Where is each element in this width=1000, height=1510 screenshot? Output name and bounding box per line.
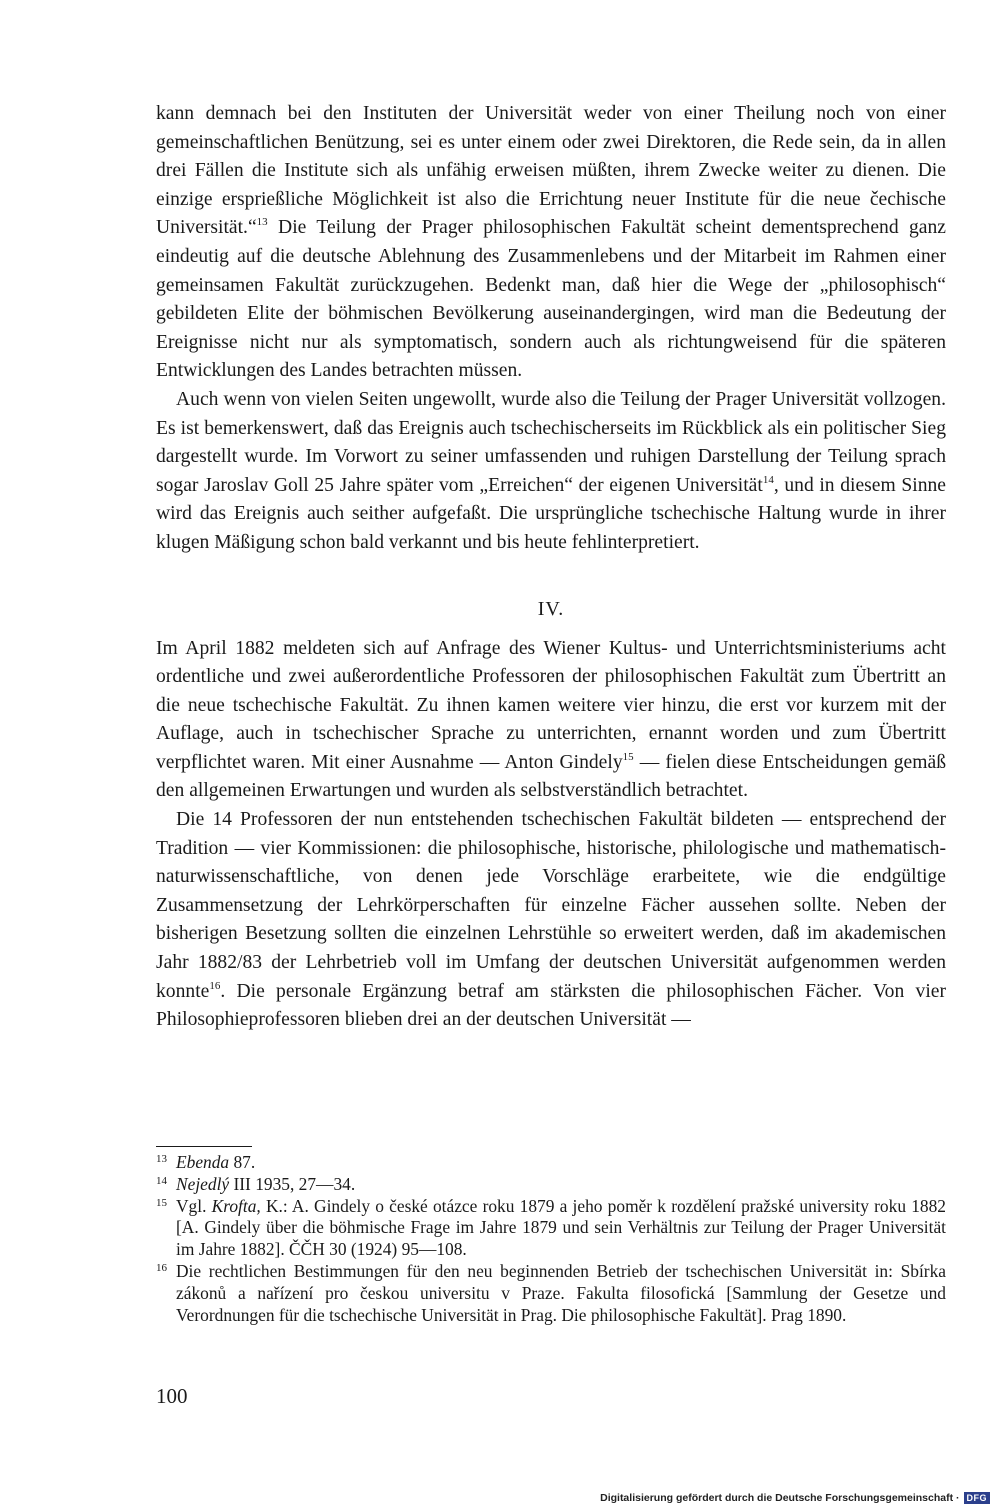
footnote-number: 14: [156, 1174, 167, 1187]
footnote-15: [156, 1196, 946, 1261]
paragraph-3-text-b: — fielen diese Entscheidungen gemäß den allgemeinen Erwartungen und wurden als selbstverständlich betrachtet.: [156, 751, 946, 802]
digitization-footer: [600, 1492, 990, 1504]
footnote-ref-13[interactable]: 13: [256, 216, 268, 229]
paragraph-4: [156, 806, 946, 1035]
footnote-italic: Nejedlý: [176, 1173, 230, 1194]
footnote-text: K.: A. Gindely o české otázce roku 1879 a jeho poměr k rozdělení pražské university roku 1882 [A. Gindely über die böhmische Frage im Jahre 1879 und sein Verhältnis zur Teilung der Prager Universität im Jahre 1882]. ČČH 30 (1924) 95—108.: [176, 1195, 946, 1260]
footnote-number: 15: [156, 1196, 167, 1209]
paragraph-4-text-a: Die 14 Professoren der nun entstehenden tschechischen Fakultät bildeten — entsprechend der Tradition — vier Kommissionen: die philosophische, historische, philologische und mathematisch-naturwissenschaftliche, von denen jede Vorschläge erarbeitete, wie die endgültige Zusammensetzung der Lehrkörperschaften für einzelne Fächer aussehen sollte. Neben der bisherigen Besetzung sollten die einzelnen Lehrstühle so erweitert werden, daß im akademischen Jahr 1882/83 der Lehrbetrieb voll im Umfang der deutschen Universität aufgenommen werden konnte: [156, 809, 946, 1002]
footnote-14: [156, 1174, 946, 1196]
paragraph-1: [156, 100, 946, 386]
footnote-divider: [156, 1146, 252, 1147]
main-text: [156, 100, 946, 1035]
footnote-number: 13: [156, 1153, 167, 1165]
paragraph-3: [156, 635, 946, 807]
footnote-16: [156, 1261, 946, 1326]
footnote-text: Die rechtlichen Bestimmungen für den neu beginnenden Betrieb der tschechischen Universität in: Sbírka zákonů a nařízení pro českou universitu v Praze. Fakulta filosofická [Sammlung der Gesetze und Verordnungen für die tschechische Universität in Prag. Die philosophische Fakultät]. Prag 1890.: [176, 1260, 946, 1325]
paragraph-2-text-a: Auch wenn von vielen Seiten ungewollt, wurde also die Teilung der Prager Universität vollzogen. Es ist bemerkenswert, daß das Ereignis auch tschechischerseits im Rückblick als ein politischer Sieg dargestellt wurde. Im Vorwort zu seiner umfassenden und ruhigen Darstellung der Teilung sprach sogar Jaroslav Goll 25 Jahre später vom „Erreichen“ der eigenen Universität: [156, 388, 946, 496]
footnote-text: III 1935, 27—34.: [229, 1173, 356, 1194]
footnote-13: [156, 1152, 946, 1174]
footnote-number: 16: [156, 1261, 167, 1274]
paragraph-1-text-b: Die Teilung der Prager philosophischen Fakultät scheint dementsprechend ganz eindeutig auf die deutsche Ablehnung des Zusammenlebens und der Mitarbeit im Rahmen einer gemeinsamen Fakultät zurückzugehen. Bedenkt man, daß hier die Wege der „philosophisch“ gebildeten Elite der böhmischen Bevölkerung auseinandergingen, wird man die Bedeutung der Ereignisse nicht nur als symptomatisch, sondern auch als richtungweisend für die späteren Entwicklungen des Landes betrachten müssen.: [156, 217, 946, 382]
page-number: 100: [156, 1384, 188, 1408]
section-heading: IV.: [537, 597, 565, 620]
footnote-ref-15[interactable]: 15: [622, 750, 634, 763]
paragraph-2-text-b: , und in diesem Sinne wird das Ereignis auch seither aufgefaßt. Die ursprüngliche tschechische Haltung wurde in ihrer klugen Mäßigung schon bald verkannt und bis heute fehlinterpretiert.: [156, 474, 946, 553]
footnote-italic: Ebenda: [176, 1152, 230, 1172]
paragraph-1-text-a: kann demnach bei den Instituten der Universität weder von einer Theilung noch von einer gemeinschaftlichen Benützung, sei es unter einem oder zwei Direktoren, die Rede sein, da in allen drei Fällen die Institute sich als unfähig erweisen müßten, ihrem Zwecke weiter zu dienen. Die einzige ersprießliche Möglichkeit ist also die Errichtung neuer Institute für die neue čechische Universität.“: [156, 103, 946, 239]
footnote-prefix: Vgl.: [176, 1195, 212, 1216]
paragraph-4-text-b: . Die personale Ergänzung betraf am stärksten die philosophischen Fächer. Von vier Philosophieprofessoren blieben drei an der deutschen Universität —: [156, 980, 946, 1031]
footnote-italic: Krofta,: [211, 1195, 261, 1216]
footnotes: [156, 1152, 946, 1326]
footnote-text: 87.: [229, 1152, 256, 1172]
footer-text: Digitalisierung gefördert durch die Deutsche Forschungsgemeinschaft ·: [600, 1492, 960, 1504]
dfg-logo: DFG: [964, 1492, 991, 1504]
paragraph-3-text-a: Im April 1882 meldeten sich auf Anfrage des Wiener Kultus- und Unterrichtsministeriums acht ordentliche und zwei außerordentliche Professoren der philosophischen Fakultät zum Übertritt an die neue tschechische Fakultät. Zu ihnen kamen weitere vier hinzu, die erst vor kurzem mit der Auflage, auch in tschechischer Sprache zu unterrichten, ernannt worden und zum Übertritt verpflichtet waren. Mit einer Ausnahme — Anton Gindely: [156, 637, 946, 773]
paragraph-2: [156, 386, 946, 558]
footnote-ref-16[interactable]: 16: [209, 979, 221, 992]
footnote-ref-14[interactable]: 14: [762, 473, 774, 486]
